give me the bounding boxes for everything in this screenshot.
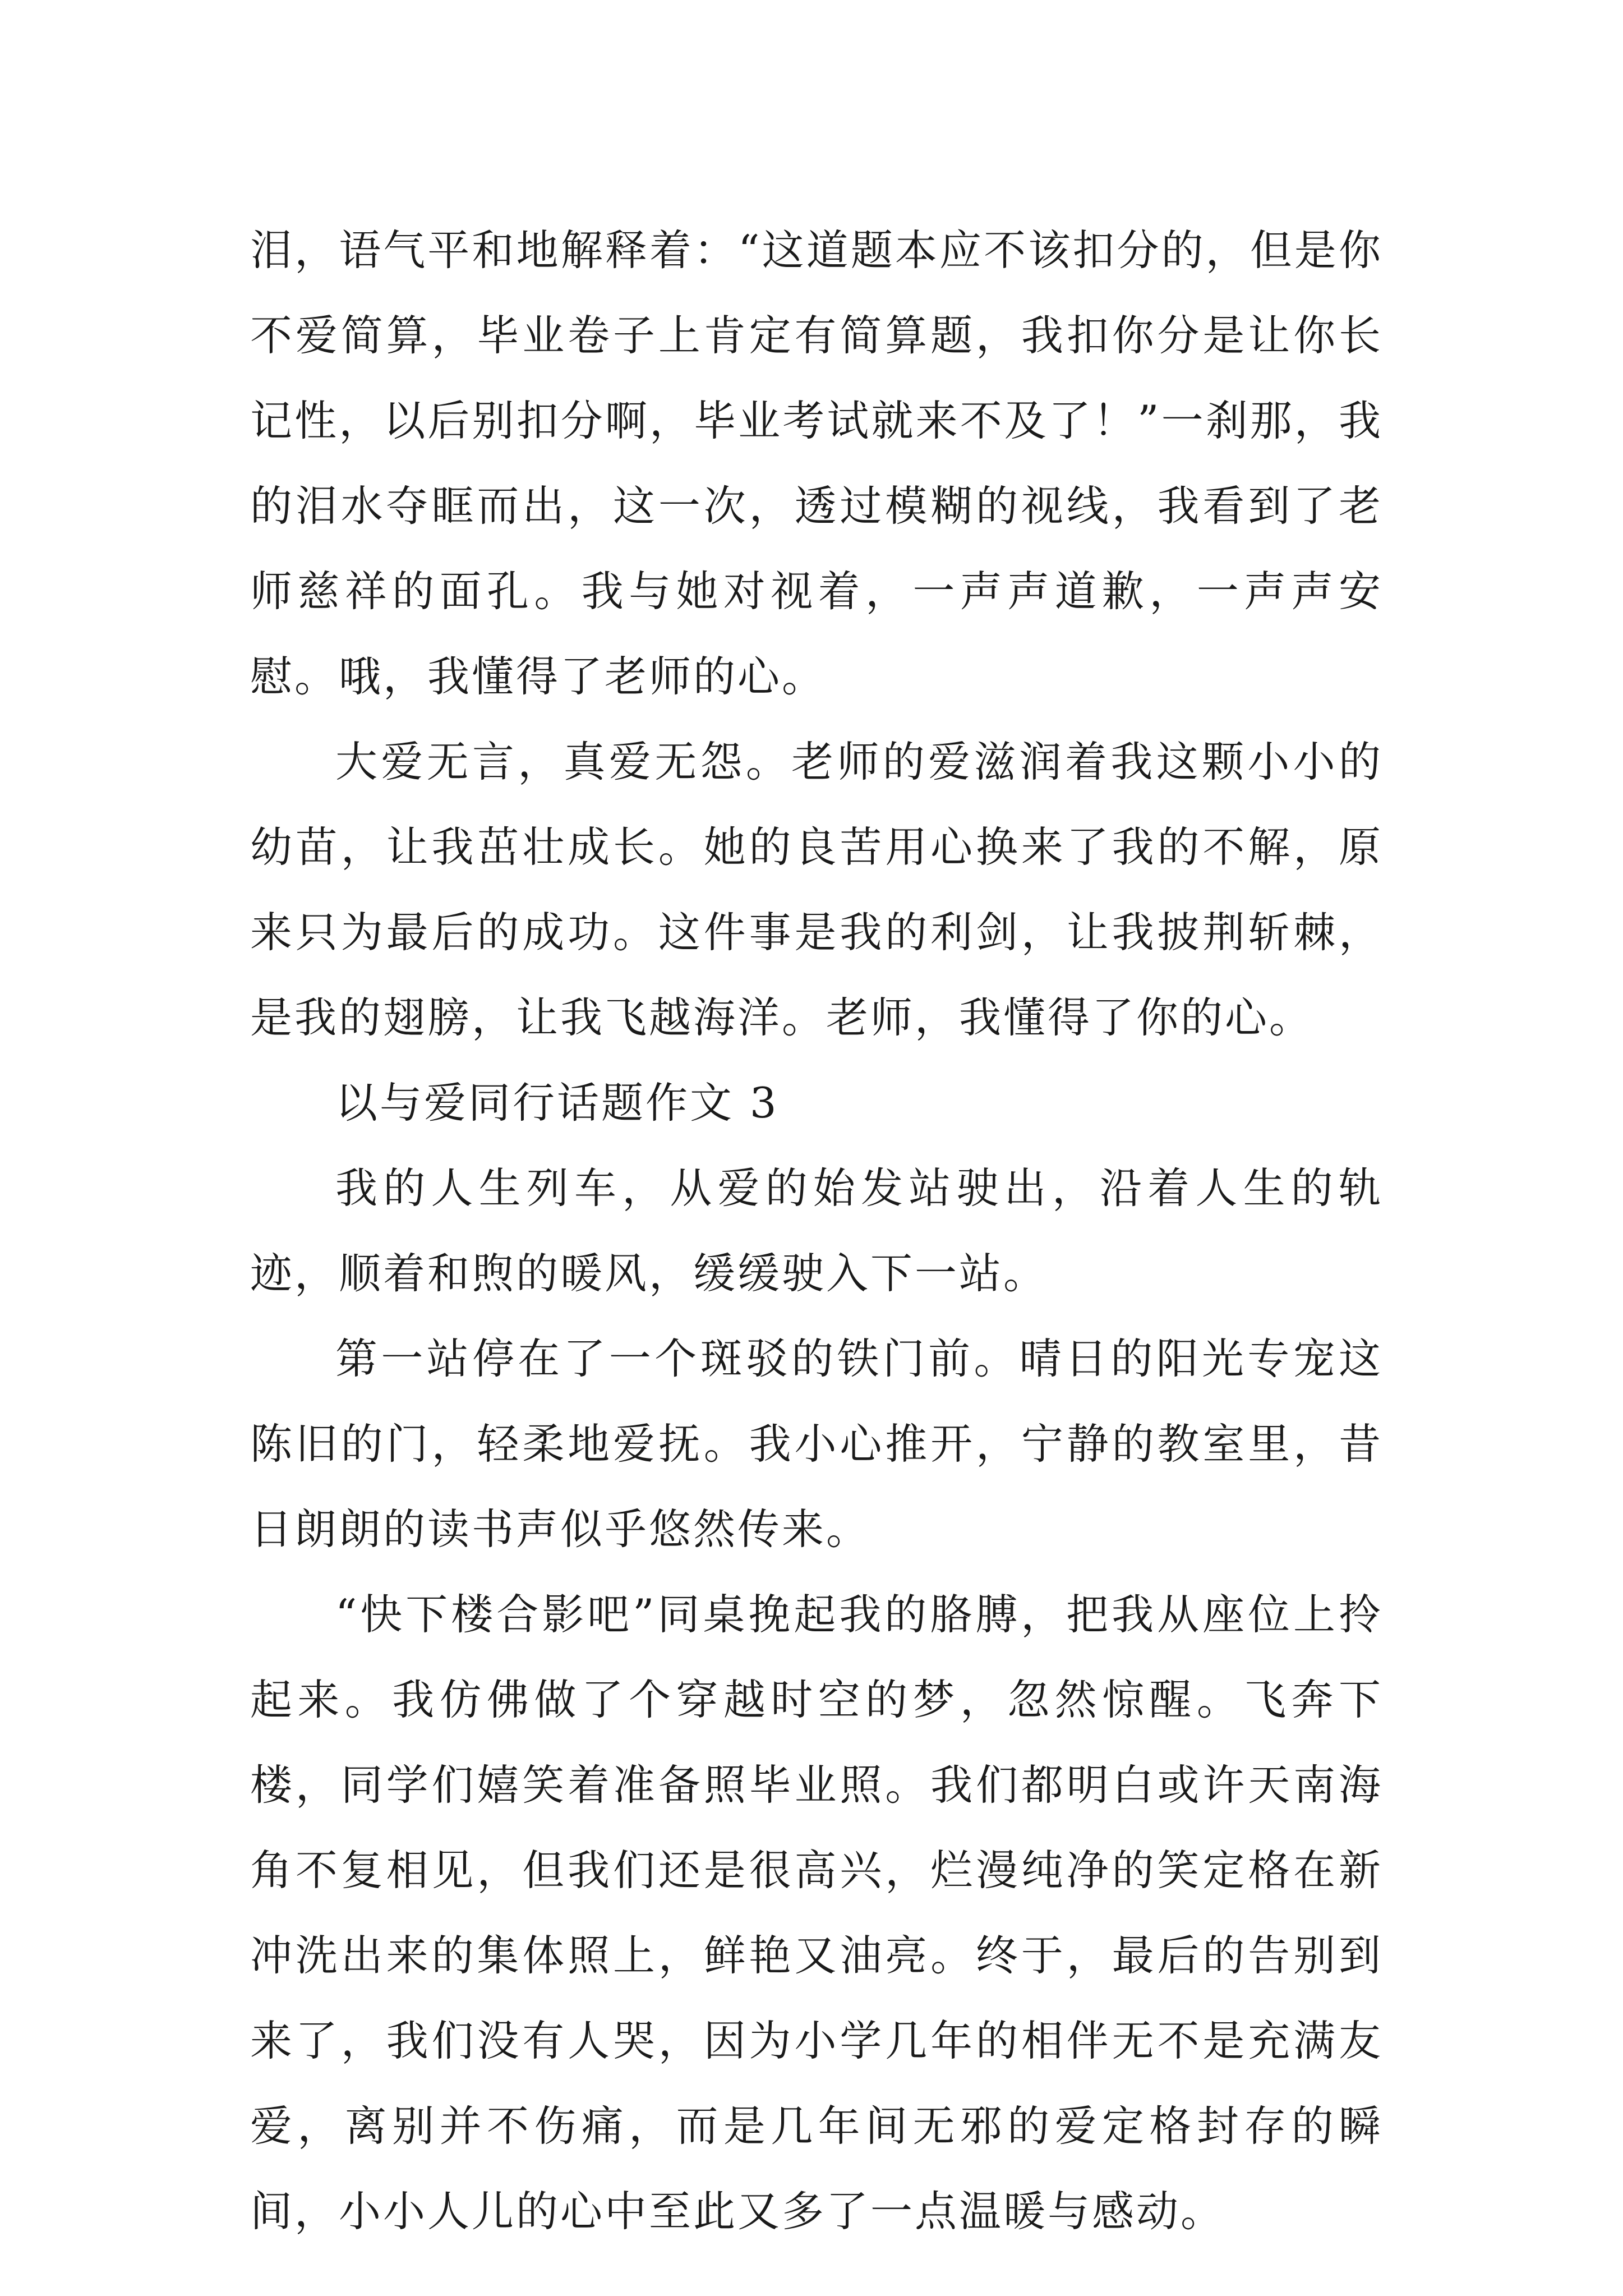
paragraph-continuation: 泪，语气平和地解释着：“这道题本应不该扣分的，但是你不爱简算，毕业卷子上肯定有简算题，我扣你分是让你长记性，以后别扣分啊，毕业考试就来不及了！”一刹那，我的泪水夺眶而出，这一次，透过模糊的视线，我看到了老师慈祥的面孔。我与她对视着，一声声道歉，一声声安慰。哦，我懂得了老师的心。 <box>250 226 1383 701</box>
document-body <box>250 208 1383 2254</box>
paragraph: 第一站停在了一个斑驳的铁门前。晴日的阳光专宠这陈旧的门，轻柔地爱抚。我小心推开，宁静的教室里，昔日朗朗的读书声似乎悠然传来。 <box>250 1334 1383 1554</box>
paragraph: 大爱无言，真爱无怨。老师的爱滋润着我这颗小小的幼苗，让我茁壮成长。她的良苦用心换来了我的不解，原来只为最后的成功。这件事是我的利剑，让我披荆斩棘，是我的翅膀，让我飞越海洋。老师，我懂得了你的心。 <box>250 737 1383 1042</box>
section-heading: 以与爱同行话题作文 3 <box>335 1078 779 1128</box>
paragraph: 我的人生列车，从爱的始发站驶出，沿着人生的轨迹，顺着和煦的暖风，缓缓驶入下一站。 <box>250 1163 1383 1298</box>
paragraph: “快下楼合影吧”同桌挽起我的胳膊，把我从座位上拎起来。我仿佛做了个穿越时空的梦，忽然惊醒。飞奔下楼，同学们嬉笑着准备照毕业照。我们都明白或许天南海角不复相见，但我们还是很高兴，烂漫纯净的笑定格在新冲洗出来的集体照上，鲜艳又油亮。终于，最后的告别到来了，我们没有人哭，因为小学几年的相伴无不是充满友爱，离别并不伤痛，而是几年间无邪的爱定格封存的瞬间，小小人儿的心中至此又多了一点温暖与感动。 <box>250 1590 1383 2236</box>
